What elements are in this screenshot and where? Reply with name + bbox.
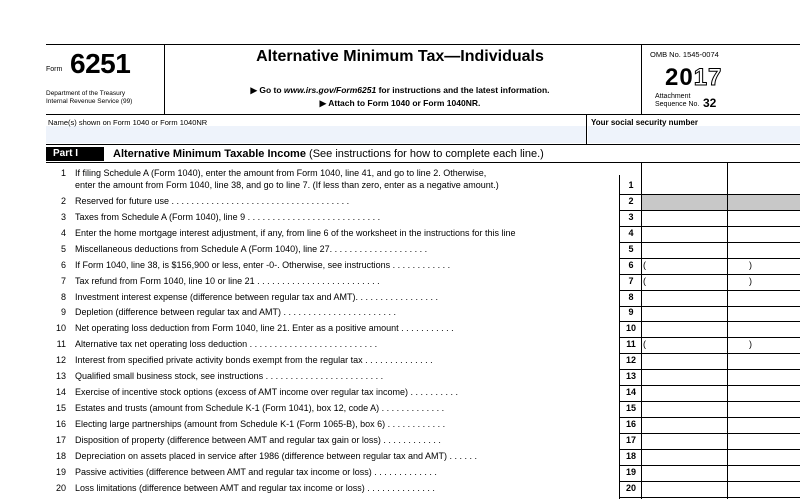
form-word: Form [46,66,63,73]
name-ssn-divider [586,114,587,144]
line-box-number: 17 [625,435,636,445]
paren-open: ( [643,339,646,349]
line-number: 20 [55,483,66,493]
line-text-continued: enter the amount from Form 1040, line 38, and go to line 7. (If less than zero, enter as a negative amount.) [75,180,499,190]
line-number: 19 [55,467,66,477]
line-number: 6 [60,260,66,270]
line-text: Estates and trusts (amount from Schedule K-1 (Form 1041), box 12, code A) . . . . . . . . . . . . . [75,403,445,413]
instructions-block [165,84,635,110]
line-amount-field[interactable] [642,386,800,401]
names-label: Name(s) shown on Form 1040 or Form 1040NR [48,118,208,127]
line-box-number: 20 [625,483,636,493]
line-box-number: 6 [628,260,634,270]
line-text: Alternative tax net operating loss deduction . . . . . . . . . . . . . . . . . . . . . . . . . . [75,339,378,349]
line-number: 15 [55,403,66,413]
ssn-label: Your social security number [591,118,698,127]
paren-close: ) [749,339,752,349]
line-text: Qualified small business stock, see instructions . . . . . . . . . . . . . . . . . . . . . . . . [75,371,384,381]
line-box-number: 19 [625,467,636,477]
form-number: 6251 [70,48,131,79]
header-divider-left [164,44,165,114]
line-number: 7 [60,276,66,286]
sequence-number: 32 [703,96,717,110]
goto-url[interactable]: www.irs.gov/Form6251 [283,85,377,95]
line-text: Tax refund from Form 1040, line 10 or line 21 . . . . . . . . . . . . . . . . . . . . . . . . . [75,276,380,286]
ssn-input[interactable] [588,126,800,143]
line-text: Depreciation on assets placed in service after 1986 (difference between regular tax and AMT) . . . . . . [75,451,478,461]
line-text: Investment interest expense (difference between regular tax and AMT). . . . . . . . . . . . . . . . . [75,292,439,302]
line-text: If filing Schedule A (Form 1040), enter the amount from Form 1040, line 41, and go to line 2. Otherwise, [75,168,487,178]
department-line2: Internal Revenue Service (99) [46,98,133,105]
fields-bottom-rule [46,144,800,145]
line-number: 12 [55,355,66,365]
line-amount-field[interactable] [642,402,800,417]
line-amount-field[interactable] [642,227,800,242]
line-number: 18 [55,451,66,461]
line-box-number: 18 [625,451,636,461]
line-box-number: 11 [626,339,636,349]
part-label: Part I [46,147,104,161]
line-amount-field[interactable] [642,370,800,385]
line-amount-field[interactable] [642,466,800,481]
paren-close: ) [749,260,752,270]
header-divider-right [641,44,642,114]
line-amount-field[interactable] [642,259,800,274]
line-box-number: 3 [628,212,634,222]
line-box-number: 15 [625,403,636,413]
line-text: Passive activities (difference between AMT and regular tax income or loss) . . . . . . . . . . . . . [75,467,437,477]
name-input[interactable] [46,126,586,143]
line-box-number: 4 [628,228,634,238]
line-amount-field [642,195,800,210]
line-amount-field[interactable] [642,482,800,497]
line-amount-field[interactable] [642,434,800,449]
line-box-number: 14 [625,387,636,397]
form-title: Alternative Minimum Tax—Individuals [256,48,544,65]
goto-suffix: for instructions and the latest information. [376,85,550,95]
line-amount-field[interactable] [642,450,800,465]
department-line1: Department of the Treasury [46,90,126,97]
attachment-line2: Sequence No. [655,101,700,108]
line-amount-field[interactable] [642,275,800,290]
line-box-number: 7 [628,276,634,286]
line-text: Depletion (difference between regular tax and AMT) . . . . . . . . . . . . . . . . . . . . . . . [75,307,396,317]
line-amount-field[interactable] [642,179,800,194]
line-number: 1 [60,168,66,178]
line-box-number: 12 [625,355,636,365]
goto-prefix: ▶ Go to [250,85,284,95]
line-number: 4 [60,228,66,238]
line-text: Miscellaneous deductions from Schedule A (Form 1040), line 27. . . . . . . . . . . . . . . . . . . . [75,244,428,254]
line-box-number: 5 [628,244,634,254]
line-amount-field[interactable] [642,306,800,321]
line-box-number: 10 [625,323,636,333]
line-text: Enter the home mortgage interest adjustment, if any, from line 6 of the worksheet in the instructions for this line [75,228,516,238]
line-amount-field[interactable] [642,291,800,306]
attachment-line1: Attachment [655,93,691,100]
line-amount-field[interactable] [642,338,800,353]
line-box-number: 1 [628,180,634,190]
part-header [46,146,800,163]
line-text: If Form 1040, line 38, is $156,900 or less, enter -0-. Otherwise, see instructions . . . . . . . . . . . . [75,260,451,270]
attach-line: ▶ Attach to Form 1040 or Form 1040NR. [319,98,481,108]
line-text: Electing large partnerships (amount from Schedule K-1 (Form 1065-B), box 6) . . . . . . . . . . . . [75,419,446,429]
line-number: 14 [55,387,66,397]
part-title-rest: (See instructions for how to complete each line.) [305,148,544,160]
line-amount-field[interactable] [642,322,800,337]
part-title-bold: Alternative Minimum Taxable Income [113,148,306,160]
line-text: Interest from specified private activity bonds exempt from the regular tax . . . . . . . . . . . . . . [75,355,433,365]
line-amount-field[interactable] [642,418,800,433]
line-box-number: 16 [625,419,636,429]
paren-open: ( [643,260,646,270]
part-title [113,148,544,160]
line-number: 2 [60,196,66,206]
line-number: 10 [55,323,66,333]
line-amount-field[interactable] [642,211,800,226]
line-number: 16 [55,419,66,429]
line-box-number: 2 [628,196,634,206]
omb-number: OMB No. 1545-0074 [650,50,719,59]
line-box-number: 8 [628,292,634,302]
line-number: 9 [60,307,66,317]
line-text: Loss limitations (difference between AMT and regular tax income or loss) . . . . . . . . . . . . . . [75,483,435,493]
line-box-number: 9 [628,307,634,317]
line-text: Disposition of property (difference between AMT and regular tax gain or loss) . . . . . . . . . . . . [75,435,441,445]
line-amount-field[interactable] [642,243,800,258]
tax-year-outline: 17 [693,64,723,91]
paren-close: ) [749,276,752,286]
row-rule [619,497,800,498]
line-amount-field[interactable] [642,354,800,369]
line-box-number: 13 [625,371,636,381]
part-bottom-rule [46,162,800,163]
paren-open: ( [643,276,646,286]
top-rule [46,44,800,45]
line-text: Exercise of incentive stock options (excess of AMT income over regular tax income) . . . . . . . . . . [75,387,458,397]
header-bottom-rule [46,114,800,115]
line-number: 13 [55,371,66,381]
line-text: Taxes from Schedule A (Form 1040), line 9 . . . . . . . . . . . . . . . . . . . . . . . . . . . [75,212,381,222]
line-number: 17 [55,435,66,445]
tax-year [665,64,722,92]
department-info [46,90,132,106]
line-number: 3 [60,212,66,222]
line-number: 5 [60,244,66,254]
line-text: Reserved for future use . . . . . . . . . . . . . . . . . . . . . . . . . . . . . . . . . . . . [75,196,350,206]
goto-line [165,84,635,97]
tax-year-solid: 20 [665,64,694,91]
form-id-block [46,38,164,114]
line-number: 8 [60,292,66,302]
line-text: Net operating loss deduction from Form 1040, line 21. Enter as a positive amount . . . . . . . . . . . [75,323,454,333]
line-number: 11 [56,339,66,349]
attachment-label [655,93,699,109]
